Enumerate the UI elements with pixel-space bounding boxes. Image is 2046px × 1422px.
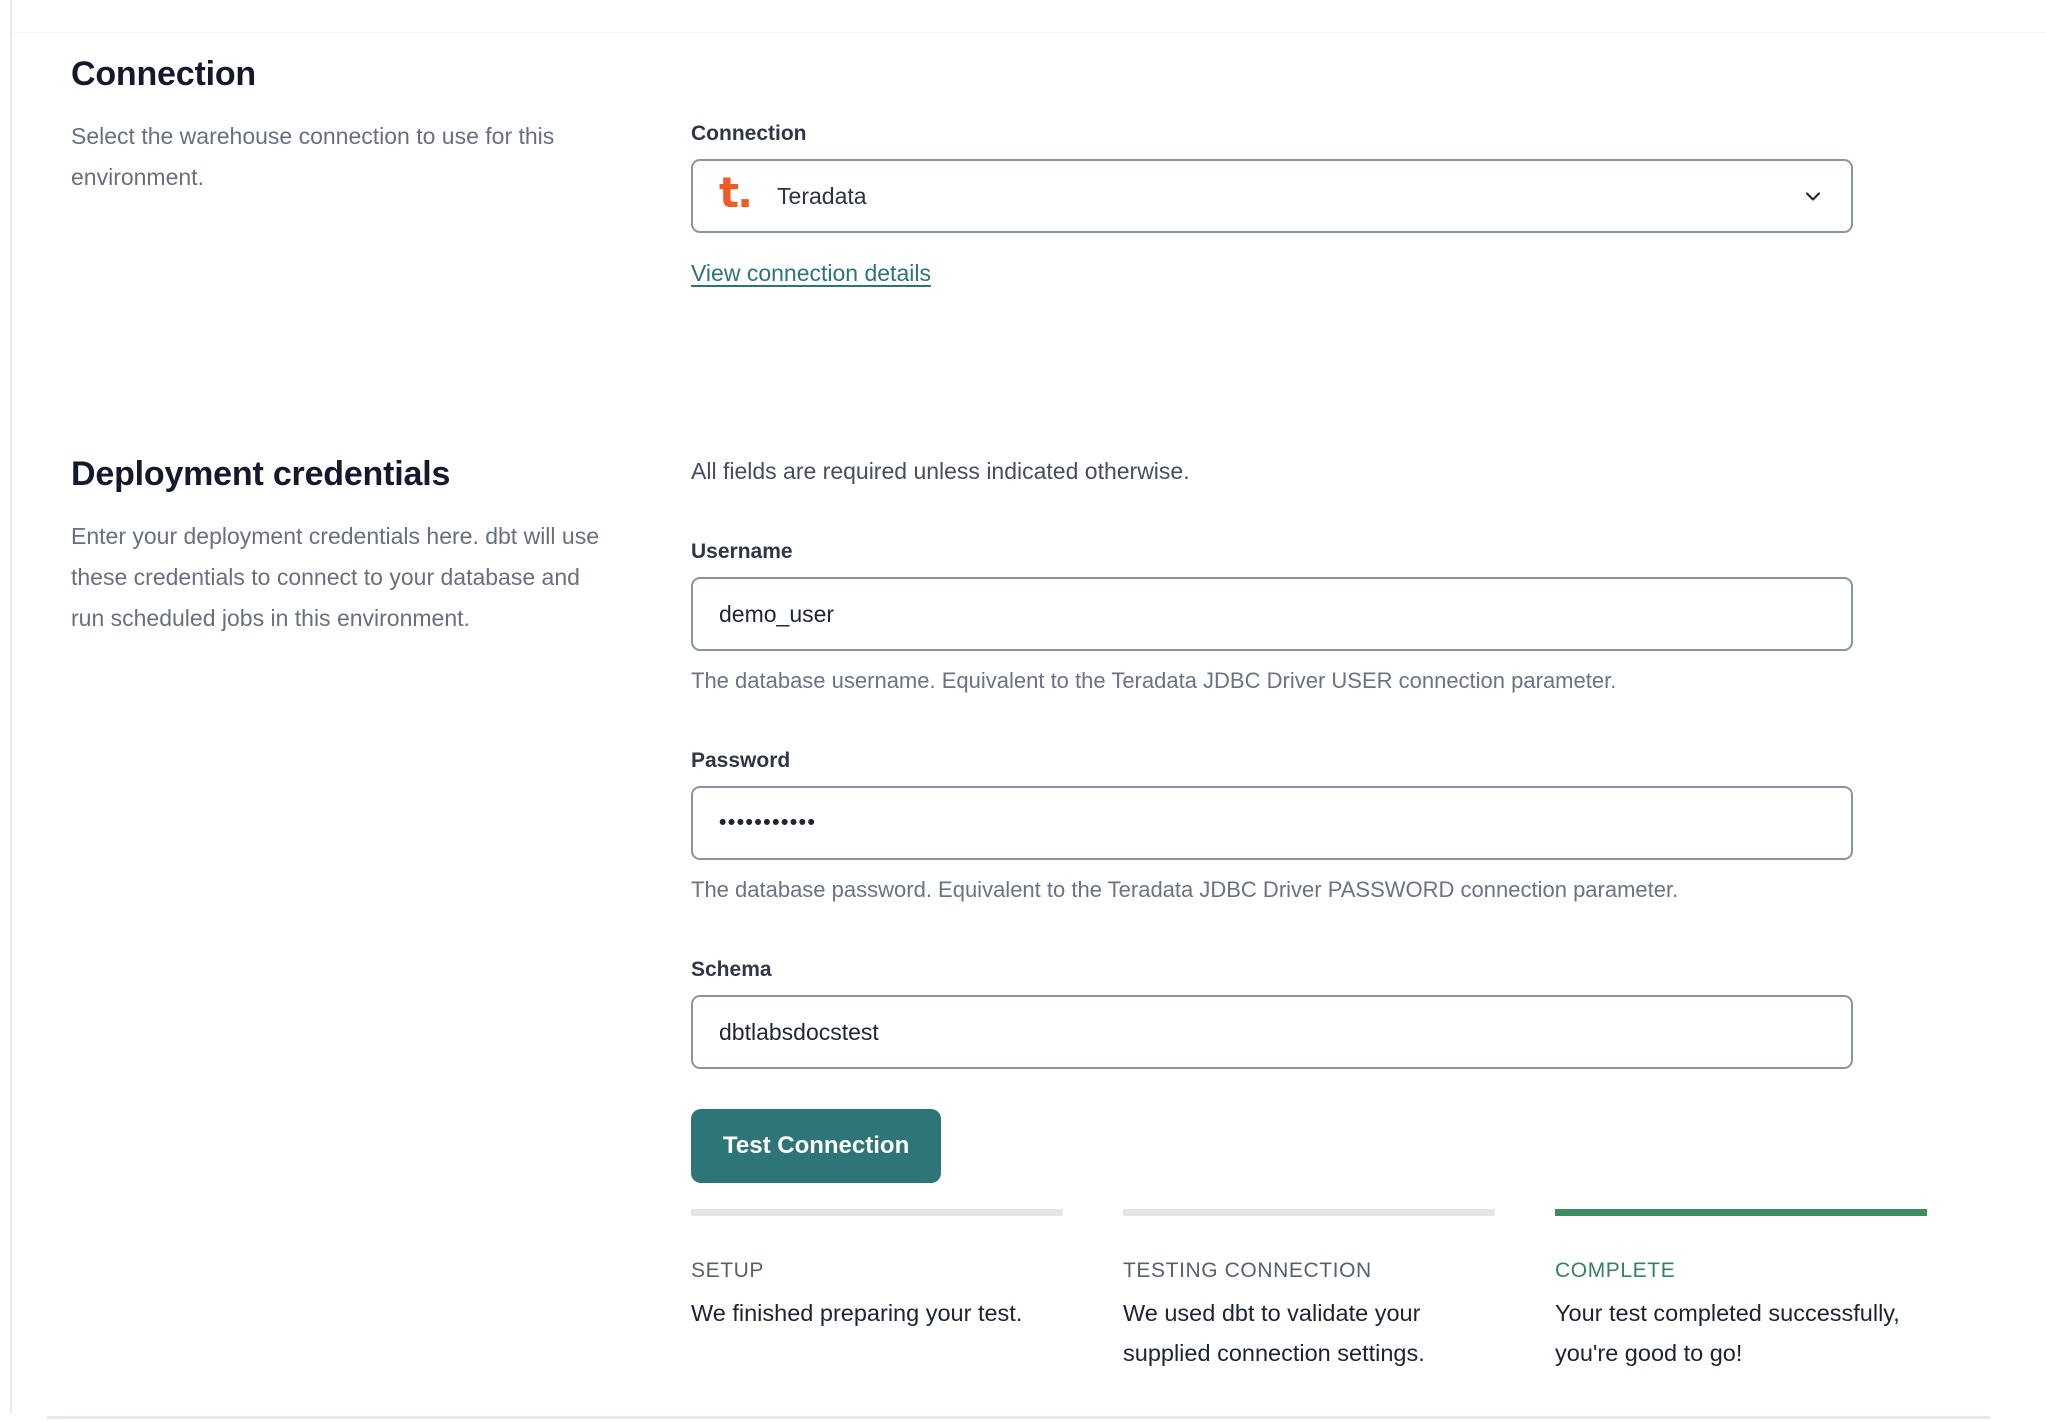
connection-test-progress xyxy=(691,1209,1927,1373)
progress-text-testing-connection: We used dbt to validate your supplied connection settings. xyxy=(1123,1300,1425,1366)
connection-section xyxy=(71,55,1998,287)
schema-input[interactable] xyxy=(691,995,1853,1069)
credentials-section-title: Deployment credentials xyxy=(71,455,451,493)
bottom-divider xyxy=(47,1416,1990,1419)
progress-label-complete: COMPLETE xyxy=(1555,1259,1676,1282)
password-label: Password xyxy=(691,749,791,772)
settings-content xyxy=(71,0,1998,1373)
credentials-section xyxy=(71,455,1998,1373)
password-input[interactable] xyxy=(691,786,1853,860)
test-connection-button[interactable]: Test Connection xyxy=(691,1109,941,1183)
connection-select-value: Teradata xyxy=(777,182,867,209)
credentials-section-intro xyxy=(71,455,691,639)
progress-text-setup: We finished preparing your test. xyxy=(691,1300,1023,1326)
credentials-section-form xyxy=(691,455,1927,1373)
schema-label: Schema xyxy=(691,958,772,981)
connection-select-label: Connection xyxy=(691,122,807,145)
chevron-down-icon xyxy=(1801,184,1825,208)
progress-bar-complete xyxy=(1555,1209,1927,1216)
username-label: Username xyxy=(691,540,793,563)
username-help-text: The database username. Equivalent to the Teradata JDBC Driver USER connection parameter. xyxy=(691,668,1617,693)
progress-text-complete: Your test completed successfully, you're good to go! xyxy=(1555,1300,1900,1366)
progress-step-complete xyxy=(1555,1209,1927,1373)
username-input[interactable] xyxy=(691,577,1853,651)
connection-section-description: Select the warehouse connection to use for this environment. xyxy=(71,123,555,190)
progress-step-testing-connection xyxy=(1123,1209,1495,1373)
username-field-group xyxy=(691,540,1927,694)
progress-bar-testing-connection xyxy=(1123,1209,1495,1216)
view-connection-details-link[interactable]: View connection details xyxy=(691,260,931,286)
progress-step-setup xyxy=(691,1209,1063,1373)
password-help-text: The database password. Equivalent to the Teradata JDBC Driver PASSWORD connection parameter. xyxy=(691,877,1679,902)
connection-section-intro xyxy=(71,55,691,198)
connection-section-form xyxy=(691,55,1927,287)
connection-select[interactable] xyxy=(691,159,1853,233)
left-panel-divider xyxy=(10,0,12,1413)
progress-label-setup: SETUP xyxy=(691,1259,765,1282)
connection-section-title: Connection xyxy=(71,55,256,93)
teradata-logo-icon: t. xyxy=(719,168,752,217)
password-field-group xyxy=(691,749,1927,903)
required-fields-note: All fields are required unless indicated otherwise. xyxy=(691,458,1190,484)
progress-bar-setup xyxy=(691,1209,1063,1216)
progress-label-testing-connection: TESTING CONNECTION xyxy=(1123,1259,1372,1282)
credentials-section-description: Enter your deployment credentials here. dbt will use these credentials to connect to your database and run scheduled jobs in this environment. xyxy=(71,523,600,631)
schema-field-group xyxy=(691,958,1927,1069)
